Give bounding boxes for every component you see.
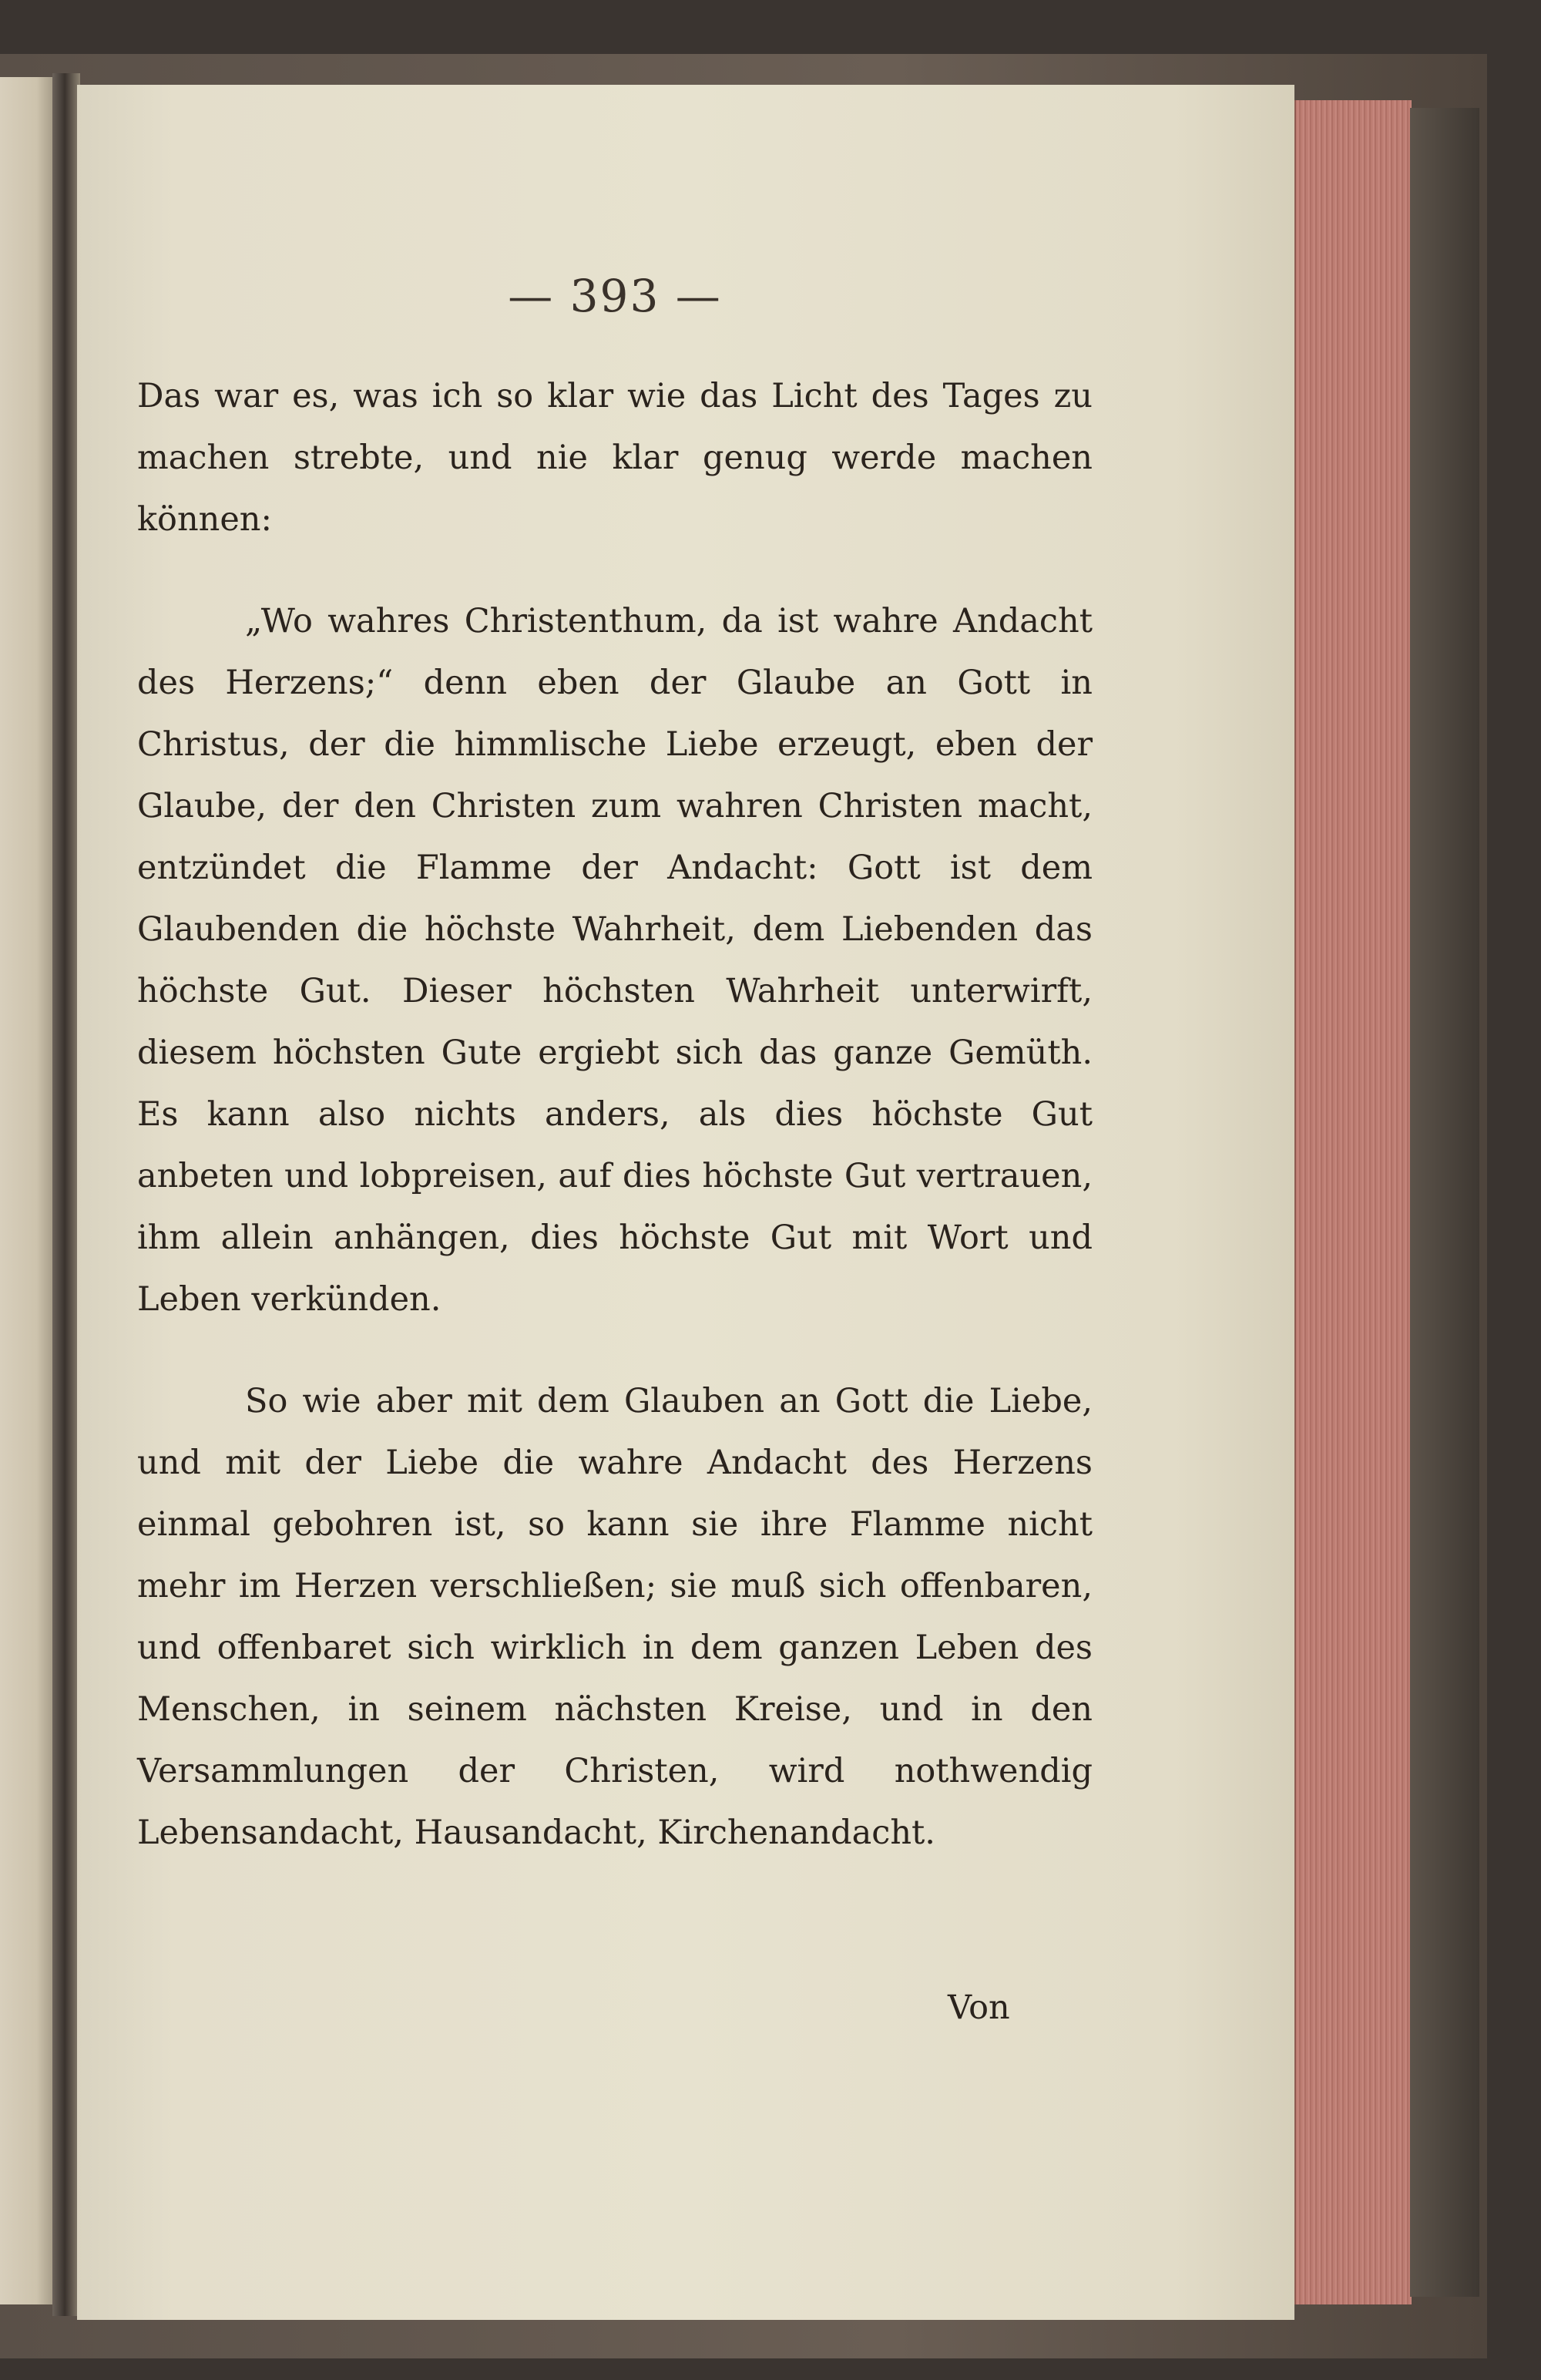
page-edges xyxy=(1294,100,1412,2304)
paragraph-1: Das war es, was ich so klar wie das Licht des Tages zu machen strebte, und nie klar genug werde machen können: xyxy=(137,377,1093,539)
page-text xyxy=(137,270,1093,1904)
left-facing-page xyxy=(0,77,52,2304)
book-gutter xyxy=(52,73,80,2316)
catchword: Von xyxy=(948,1988,1010,2027)
paragraph-3: So wie aber mit dem Glauben an Gott die Liebe, und mit der Liebe die wahre Andacht des Herzens einmal gebohren ist, so kann sie ihre Flamme nicht mehr im Herzen verschließen; sie muß sich offenbaren, und offenbaret sich wirklich in dem ganzen Leben des Menschen, in seinem nächsten Kreise, und in den Versammlungen der Christen, wird nothwendig Lebensandacht, Hausandacht, Kirchenandacht. xyxy=(137,1382,1093,1852)
page-number: — 393 — xyxy=(508,270,722,322)
cover-edge xyxy=(1410,108,1479,2297)
paragraph-2: „Wo wahres Christenthum, da ist wahre Andacht des Herzens;“ denn eben der Glaube an Gott in Christus, der die himmlische Liebe erzeugt, eben der Glaube, der den Christen zum wahren Christen macht, entzündet die Flamme der Andacht: Gott ist dem Glaubenden die höchste Wahrheit, dem Liebenden das höchste Gut. Dieser höchsten Wahrheit unterwirft, diesem höchsten Gute ergiebt sich das ganze Gemüth. Es kann also nichts anders, als dies höchste Gut anbeten und lobpreisen, auf dies höchste Gut vertrauen, ihm allein anhängen, dies höchste Gut mit Wort und Leben verkünden. xyxy=(137,602,1093,1319)
